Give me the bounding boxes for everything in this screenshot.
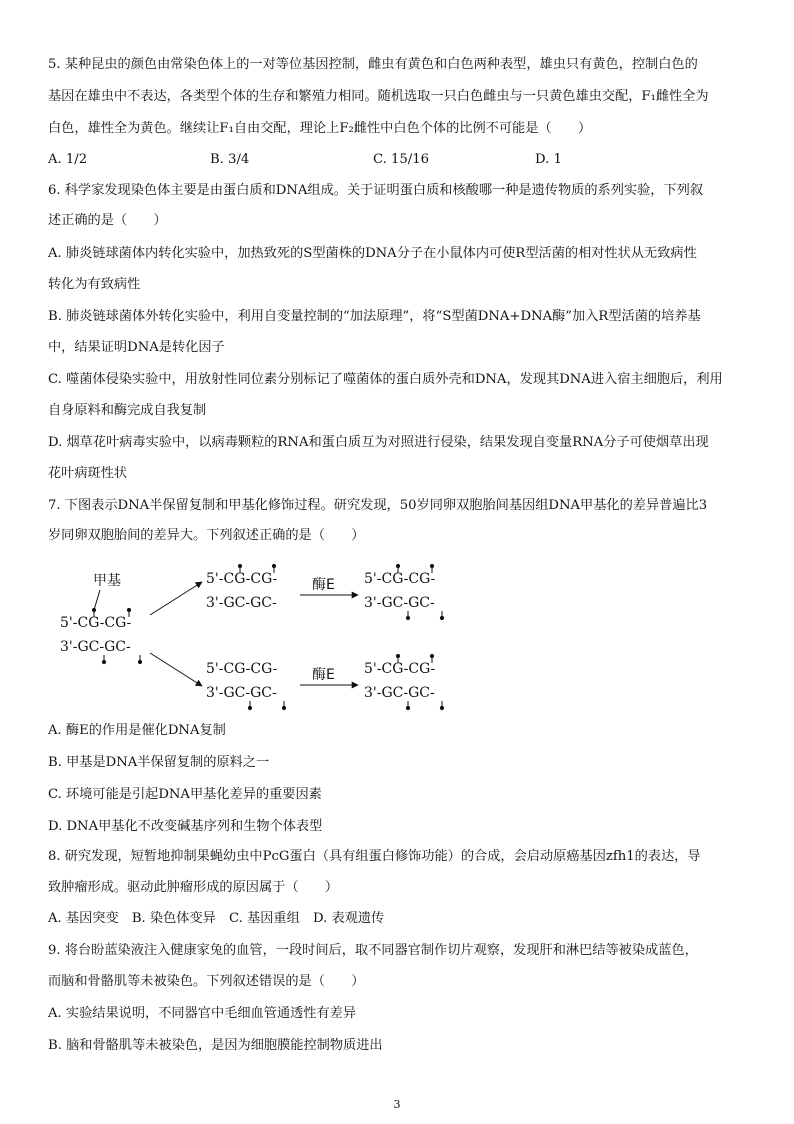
upper-daughter-bottom-strand: 3'-GC-GC-: [206, 595, 277, 611]
lower-methylated-top-strand: 5'-CG-CG-: [364, 661, 436, 677]
dna-methylation-diagram: [0, 555, 794, 715]
q8-stem-line-1: 8. 研究发现，短暂地抑制果蝇幼虫中PcG蛋白（具有组蛋白修饰功能）的合成，会启动原癌基因zfh1的表达，导: [48, 849, 701, 864]
q6-option-a-line-1: A. 肺炎链球菌体内转化实验中，加热致死的S型菌株的DNA分子在小鼠体内可使R型活菌的相对性状从无致病性: [48, 246, 697, 261]
q6-option-a-line-2: 转化为有致病性: [48, 277, 141, 292]
enzyme-e-label-lower: 酶E: [312, 667, 335, 683]
q6-stem-line-1: 6. 科学家发现染色体主要是由蛋白质和DNA组成。关于证明蛋白质和核酸哪一种是遗传物质的系列实验，下列叙: [48, 183, 704, 198]
methyl-label: 甲基: [93, 573, 121, 589]
replication-arrow-down: [150, 653, 202, 686]
parent-bottom-strand: 3'-GC-GC-: [60, 639, 131, 655]
q6-option-d-line-2: 花叶病斑性状: [48, 466, 128, 481]
q7-stem-line-1: 7. 下图表示DNA半保留复制和甲基化修饰过程。研究发现，50岁同卵双胞胎间基因组DNA甲基化的差异普遍比3: [48, 498, 708, 513]
q7-option-b: B. 甲基是DNA半保留复制的原料之一: [48, 755, 270, 770]
methyl-pointer-line: [94, 590, 100, 610]
lower-methylated-dna: [364, 654, 444, 709]
q6-option-b-line-1: B. 肺炎链球菌体外转化实验中，利用自变量控制的“加法原理”，将“S型菌DNA+DNA酶”加入R型活菌的培养基: [48, 309, 701, 324]
upper-methylated-bottom-strand: 3'-GC-GC-: [364, 595, 435, 611]
q5-stem-line-2: 基因在雄虫中不表达，各类型个体的生存和繁殖力相同。随机选取一只白色雌虫与一只黄色雄虫交配，F₁雌性全为: [48, 89, 709, 104]
upper-daughter-top-strand: 5'-CG-CG-: [206, 571, 278, 587]
q5-stem-line-3: 白色，雄性全为黄色。继续让F₁自由交配，理论上F₂雌性中白色个体的比例不可能是（ ）: [48, 121, 592, 136]
q5-option-d: D. 1: [535, 152, 562, 167]
page-number: 3: [393, 1098, 401, 1111]
q8-options: A. 基因突变 B. 染色体变异 C. 基因重组 D. 表观遗传: [48, 911, 385, 926]
upper-methylated-dna: [364, 564, 444, 619]
lower-daughter-top-strand: 5'-CG-CG-: [206, 661, 278, 677]
q9-option-a: A. 实验结果说明，不同器官中毛细血管通透性有差异: [48, 1006, 357, 1021]
q5-option-b: B. 3/4: [210, 152, 250, 167]
lower-daughter-methyl-marks: [248, 701, 285, 710]
q6-stem-line-2: 述正确的是（ ）: [48, 213, 167, 228]
upper-methylated-top-strand: 5'-CG-CG-: [364, 571, 436, 587]
q5-option-a: A. 1/2: [48, 152, 88, 167]
q7-option-a: A. 酶E的作用是催化DNA复制: [48, 723, 226, 738]
q5-stem-line-1: 5. 某种昆虫的颜色由常染色体上的一对等位基因控制，雌虫有黄色和白色两种表型，雄虫只有黄色，控制白色的: [48, 57, 698, 72]
q8-stem-line-2: 致肿瘤形成。驱动此肿瘤形成的原因属于（ ）: [48, 880, 339, 895]
q6-option-b-line-2: 中，结果证明DNA是转化因子: [48, 340, 225, 355]
upper-daughter-dna: [206, 564, 278, 611]
q9-stem-line-1: 9. 将台盼蓝染液注入健康家兔的血管，一段时间后，取不同器官制作切片观察，发现肝和淋巴结等被染成蓝色，: [48, 943, 698, 958]
q6-option-c-line-2: 自身原料和酶完成自我复制: [48, 403, 207, 418]
q7-option-c: C. 环境可能是引起DNA甲基化差异的重要因素: [48, 787, 322, 802]
q9-stem-line-2: 而脑和骨骼肌等未被染色。下列叙述错误的是（ ）: [48, 974, 365, 989]
lower-daughter-bottom-strand: 3'-GC-GC-: [206, 685, 277, 701]
lower-daughter-dna: [206, 661, 286, 710]
enzyme-e-label-upper: 酶E: [312, 577, 335, 593]
parent-dna: [60, 572, 142, 664]
lower-methylated-bottom-strand: 3'-GC-GC-: [364, 685, 435, 701]
q6-option-c-line-1: C. 噬菌体侵染实验中，用放射性同位素分别标记了噬菌体的蛋白质外壳和DNA，发现其DNA进入宿主细胞后，利用: [48, 372, 723, 387]
q6-option-d-line-1: D. 烟草花叶病毒实验中，以病毒颗粒的RNA和蛋白质互为对照进行侵染，结果发现自变量RNA分子可使烟草出现: [48, 435, 709, 450]
parent-top-strand: 5'-CG-CG-: [60, 615, 132, 631]
q5-options: [48, 152, 754, 170]
q9-option-b: B. 脑和骨骼肌等未被染色，是因为细胞膜能控制物质进出: [48, 1038, 383, 1053]
replication-arrow-up: [150, 582, 202, 615]
q5-option-c: C. 15/16: [373, 152, 430, 167]
q7-option-d: D. DNA甲基化不改变碱基序列和生物个体表型: [48, 819, 323, 834]
q7-stem-line-2: 岁同卵双胞胎间的差异大。下列叙述正确的是（ ）: [48, 528, 365, 543]
